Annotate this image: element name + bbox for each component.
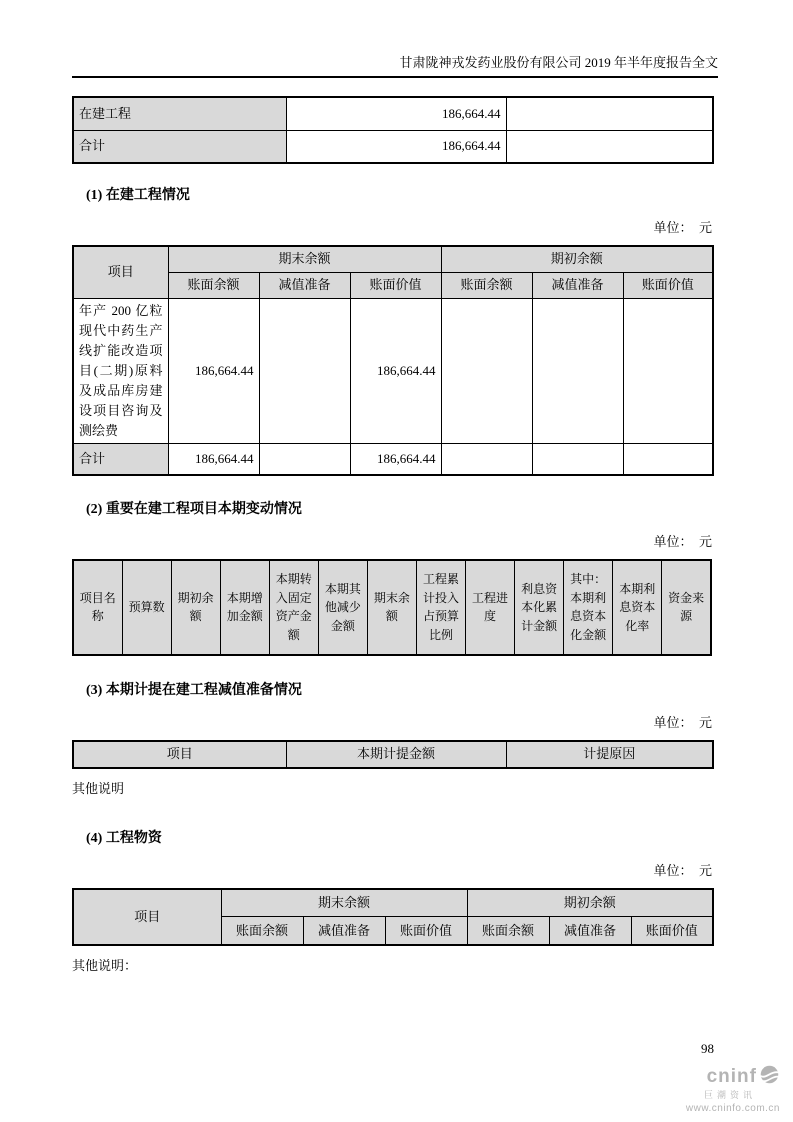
table-header-row [73, 741, 713, 768]
header-cell-item: 项目 [73, 889, 221, 945]
empty-cell [259, 444, 350, 475]
subheader-cell: 账面余额 [168, 272, 259, 298]
header-cell: 本期其他减少金额 [318, 560, 367, 655]
amount-cell: 186,664.44 [168, 298, 259, 444]
section4-heading: (4) 工程物资 [86, 830, 162, 846]
table-total-row [73, 444, 713, 475]
empty-cell [441, 298, 532, 444]
header-cell: 其中：本期利息资本化金额 [564, 560, 613, 655]
cip-movement-table [72, 559, 712, 656]
unit-label: 单位： 元 [653, 714, 712, 730]
unit-label: 单位： 元 [653, 862, 712, 878]
subheader-cell: 减值准备 [549, 917, 631, 945]
header-cell: 本期转入固定资产金额 [269, 560, 318, 655]
swirl-ball-icon [759, 1064, 780, 1091]
subheader-cell: 账面价值 [385, 917, 467, 945]
unit-label: 单位： 元 [653, 533, 712, 549]
table-row [73, 97, 713, 130]
other-notes-text: 其他说明： [72, 957, 138, 973]
cip-detail-table [72, 245, 714, 476]
header-cell: 资金来源 [662, 560, 711, 655]
logo-brand-text: cninf [706, 1066, 757, 1088]
table-header-row [73, 560, 711, 655]
header-cell-ending-balance: 期末余额 [168, 246, 441, 272]
empty-cell [259, 298, 350, 444]
subheader-cell: 减值准备 [259, 272, 350, 298]
subheader-cell: 减值准备 [303, 917, 385, 945]
header-cell: 期末余额 [367, 560, 416, 655]
header-cell-ending-balance: 期末余额 [221, 889, 467, 917]
header-cell: 预算数 [122, 560, 171, 655]
empty-cell [506, 97, 713, 130]
row-label-cell: 合计 [73, 130, 286, 163]
section2-heading: (2) 重要在建工程项目本期变动情况 [86, 501, 302, 517]
section3-heading: (3) 本期计提在建工程减值准备情况 [86, 682, 302, 698]
header-cell: 本期增加金额 [220, 560, 269, 655]
header-cell: 期初余额 [171, 560, 220, 655]
logo-wordmark [686, 1064, 780, 1091]
amount-cell: 186,664.44 [168, 444, 259, 475]
unit-label: 单位： 元 [653, 220, 712, 235]
empty-cell [623, 298, 713, 444]
total-label-cell: 合计 [73, 444, 168, 475]
header-cell: 项目名称 [73, 560, 122, 655]
empty-cell [532, 444, 623, 475]
report-title: 甘肃陇神戎发药业股份有限公司 2019 年半年度报告全文 [399, 55, 718, 70]
header-cell: 项目 [73, 741, 286, 768]
table-subheader-row [73, 272, 713, 298]
header-cell: 计提原因 [506, 741, 713, 768]
other-notes-text: 其他说明 [72, 780, 125, 796]
amount-cell: 186,664.44 [286, 97, 506, 130]
amount-cell: 186,664.44 [350, 444, 441, 475]
continuation-table [72, 96, 714, 164]
empty-cell [506, 130, 713, 163]
subheader-cell: 账面余额 [467, 917, 549, 945]
subheader-cell: 账面价值 [623, 272, 713, 298]
header-cell-beginning-balance: 期初余额 [441, 246, 713, 272]
header-cell: 利息资本化累计金额 [515, 560, 564, 655]
amount-cell: 186,664.44 [286, 130, 506, 163]
page-number: 98 [701, 1041, 714, 1056]
subheader-cell: 账面价值 [350, 272, 441, 298]
header-cell: 本期计提金额 [286, 741, 506, 768]
project-name-cell: 年产 200 亿粒现代中药生产线扩能改造项目(二期)原料及成品库房建设项目咨询及测绘费 [73, 298, 168, 444]
section1-heading: (1) 在建工程情况 [86, 188, 190, 203]
report-header [72, 52, 718, 78]
impairment-table [72, 740, 714, 769]
row-label-cell: 在建工程 [73, 97, 286, 130]
table-row [73, 298, 713, 444]
cninfo-logo [686, 1064, 780, 1114]
header-cell: 工程进度 [466, 560, 515, 655]
engineering-materials-table [72, 888, 714, 946]
table-header-row [73, 889, 713, 917]
table-row [73, 130, 713, 163]
header-cell: 本期利息资本化率 [613, 560, 662, 655]
empty-cell [532, 298, 623, 444]
subheader-cell: 账面价值 [631, 917, 713, 945]
subheader-cell: 减值准备 [532, 272, 623, 298]
subheader-cell: 账面余额 [221, 917, 303, 945]
amount-cell: 186,664.44 [350, 298, 441, 444]
header-cell-beginning-balance: 期初余额 [467, 889, 713, 917]
empty-cell [441, 444, 532, 475]
empty-cell [623, 444, 713, 475]
logo-url: www.cninfo.com.cn [685, 1103, 780, 1114]
table-header-row [73, 246, 713, 272]
logo-subtitle: 巨潮资讯 [703, 1090, 756, 1101]
header-cell-item: 项目 [73, 246, 168, 298]
subheader-cell: 账面余额 [441, 272, 532, 298]
header-cell: 工程累计投入占预算比例 [416, 560, 465, 655]
